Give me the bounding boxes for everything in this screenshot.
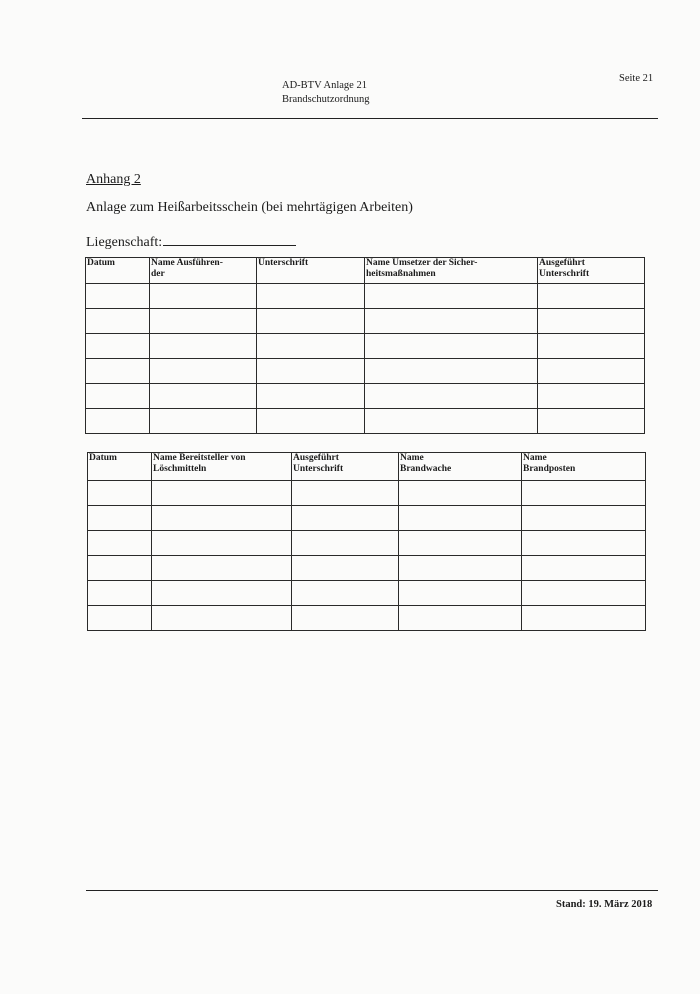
liegenschaft-blank-line — [163, 233, 296, 246]
table-cell — [86, 384, 150, 409]
table-cell — [399, 481, 522, 506]
table-row — [86, 359, 645, 384]
table-cell — [88, 531, 152, 556]
fire-watch-table — [87, 452, 646, 631]
table-cell — [86, 359, 150, 384]
table-cell — [152, 581, 292, 606]
table-cell — [152, 531, 292, 556]
table-cell — [150, 359, 257, 384]
table-cell — [88, 506, 152, 531]
column-header: Name Ausführen- der — [150, 258, 257, 284]
table-cell — [399, 606, 522, 631]
fire-watch-body — [88, 481, 646, 631]
table-cell — [399, 556, 522, 581]
column-header: Datum — [88, 453, 152, 481]
table-cell — [152, 506, 292, 531]
table-cell — [522, 606, 646, 631]
table-cell — [86, 284, 150, 309]
table-cell — [399, 531, 522, 556]
document-header — [282, 79, 369, 107]
table-cell — [257, 334, 365, 359]
column-header: Name Brandwache — [399, 453, 522, 481]
table-cell — [257, 309, 365, 334]
table-cell — [538, 309, 645, 334]
table-cell — [292, 506, 399, 531]
table-cell — [522, 581, 646, 606]
table-cell — [152, 481, 292, 506]
table-row — [88, 581, 646, 606]
table-row — [86, 384, 645, 409]
table-row — [86, 284, 645, 309]
table-cell — [399, 506, 522, 531]
table-cell — [538, 409, 645, 434]
table-cell — [365, 384, 538, 409]
column-header: Name Bereitsteller von Löschmitteln — [152, 453, 292, 481]
table-cell — [88, 606, 152, 631]
table-cell — [365, 284, 538, 309]
table-cell — [522, 506, 646, 531]
table-cell — [365, 359, 538, 384]
header-divider — [82, 118, 658, 119]
table-cell — [522, 531, 646, 556]
table-cell — [150, 384, 257, 409]
column-header: Ausgeführt Unterschrift — [292, 453, 399, 481]
column-header: Name Brandposten — [522, 453, 646, 481]
table-row — [88, 506, 646, 531]
liegenschaft-label: Liegenschaft: — [86, 235, 163, 250]
table-cell — [257, 384, 365, 409]
table-cell — [150, 334, 257, 359]
table-cell — [152, 606, 292, 631]
table-cell — [292, 481, 399, 506]
table-cell — [365, 409, 538, 434]
table-cell — [538, 384, 645, 409]
table-cell — [257, 409, 365, 434]
table-cell — [522, 556, 646, 581]
column-header: Datum — [86, 258, 150, 284]
table-row — [88, 531, 646, 556]
table-cell — [86, 409, 150, 434]
table-cell — [292, 606, 399, 631]
table-cell — [88, 581, 152, 606]
table-cell — [88, 481, 152, 506]
document-subtitle: Anlage zum Heißarbeitsschein (bei mehrtägigen Arbeiten) — [86, 200, 413, 215]
table-cell — [365, 309, 538, 334]
table-row — [86, 309, 645, 334]
table-cell — [292, 581, 399, 606]
table-cell — [150, 409, 257, 434]
table-cell — [292, 531, 399, 556]
table-cell — [86, 334, 150, 359]
table-cell — [538, 334, 645, 359]
header-subtitle: Brandschutzordnung — [282, 94, 370, 105]
table-row — [88, 481, 646, 506]
table-cell — [399, 581, 522, 606]
appendix-heading: Anhang 2 — [86, 172, 141, 187]
table-cell — [152, 556, 292, 581]
table-cell — [86, 309, 150, 334]
table-cell — [150, 284, 257, 309]
revision-date: Stand: 19. März 2018 — [556, 899, 653, 910]
column-header: Ausgeführt Unterschrift — [538, 258, 645, 284]
work-log-body — [86, 284, 645, 434]
table-cell — [257, 359, 365, 384]
table-row — [86, 409, 645, 434]
table-row — [88, 606, 646, 631]
table-cell — [538, 284, 645, 309]
work-log-table — [85, 257, 645, 434]
page-number: Seite 21 — [619, 73, 654, 84]
table-cell — [522, 481, 646, 506]
table-cell — [365, 334, 538, 359]
table-cell — [292, 556, 399, 581]
table-row — [88, 556, 646, 581]
table-cell — [538, 359, 645, 384]
table-cell — [88, 556, 152, 581]
table-cell — [150, 309, 257, 334]
column-header: Name Umsetzer der Sicher- heitsmaßnahmen — [365, 258, 538, 284]
liegenschaft-field — [86, 233, 296, 251]
header-title: AD-BTV Anlage 21 — [282, 80, 367, 91]
footer-divider — [86, 890, 658, 891]
table-cell — [257, 284, 365, 309]
column-header: Unterschrift — [257, 258, 365, 284]
table-row — [86, 334, 645, 359]
